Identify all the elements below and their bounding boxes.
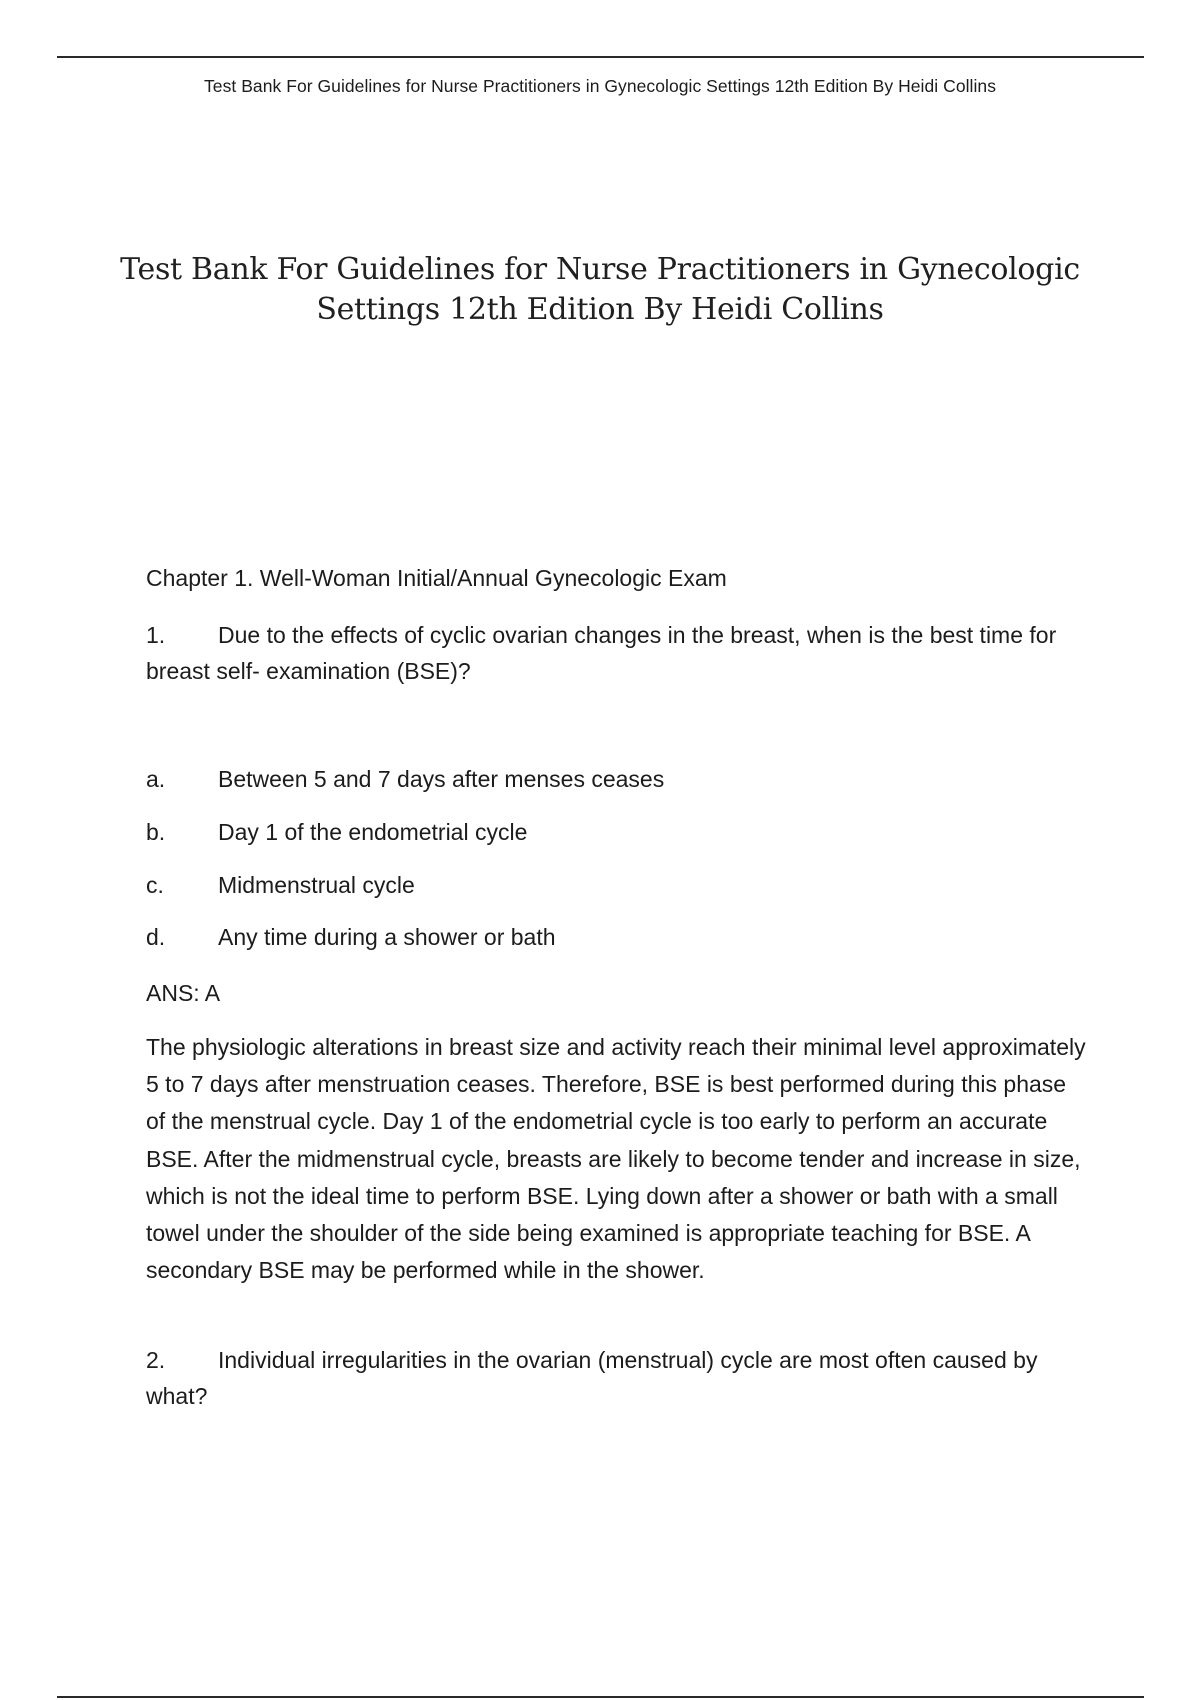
question-text: Due to the effects of cyclic ovarian changes in the breast, when is the best time for breast self- examination (BSE)? [146, 622, 1057, 684]
option-letter: d. [146, 924, 166, 950]
chapter-heading: Chapter 1. Well-Woman Initial/Annual Gynecologic Exam [146, 565, 727, 591]
document-title [120, 250, 1080, 330]
option-b [146, 817, 527, 847]
footer-rule [57, 1696, 1144, 1698]
document-title-line-1: Test Bank For Guidelines for Nurse Practitioners in Gynecologic [120, 252, 1080, 287]
option-text: Day 1 of the endometrial cycle [218, 819, 528, 845]
answer-key: ANS: A [146, 980, 221, 1006]
question-2 [146, 1342, 1086, 1414]
running-header: Test Bank For Guidelines for Nurse Practitioners in Gynecologic Settings 12th Edition By Heidi Collins [204, 76, 996, 96]
option-text: Midmenstrual cycle [218, 872, 415, 898]
option-letter: a. [146, 766, 166, 792]
question-number: 1. [146, 622, 166, 648]
option-d [146, 922, 556, 952]
option-letter: b. [146, 819, 166, 845]
option-c [146, 870, 415, 900]
question-text: Individual irregularities in the ovarian (menstrual) cycle are most often caused by what? [146, 1347, 1038, 1409]
question-1 [146, 617, 1086, 689]
rationale-paragraph: The physiologic alterations in breast size and activity reach their minimal level approximately 5 to 7 days after menstruation ceases. Therefore, BSE is best performed during this phase of the menstrual cycle. Day 1 of the endometrial cycle is too early to perform an accurate BSE. After the midmenstrual cycle, breasts are likely to become tender and increase in size, which is not the ideal time to perform BSE. Lying down after a shower or bath with a small towel under the shoulder of the side being examined is appropriate teaching for BSE. A secondary BSE may be performed while in the shower. [146, 1034, 1086, 1284]
option-a [146, 764, 664, 794]
question-number: 2. [146, 1347, 166, 1373]
header-rule [57, 56, 1144, 58]
option-letter: c. [146, 872, 164, 898]
document-title-line-2: Settings 12th Edition By Heidi Collins [316, 292, 884, 327]
option-text: Between 5 and 7 days after menses ceases [218, 766, 665, 792]
option-text: Any time during a shower or bath [218, 924, 556, 950]
